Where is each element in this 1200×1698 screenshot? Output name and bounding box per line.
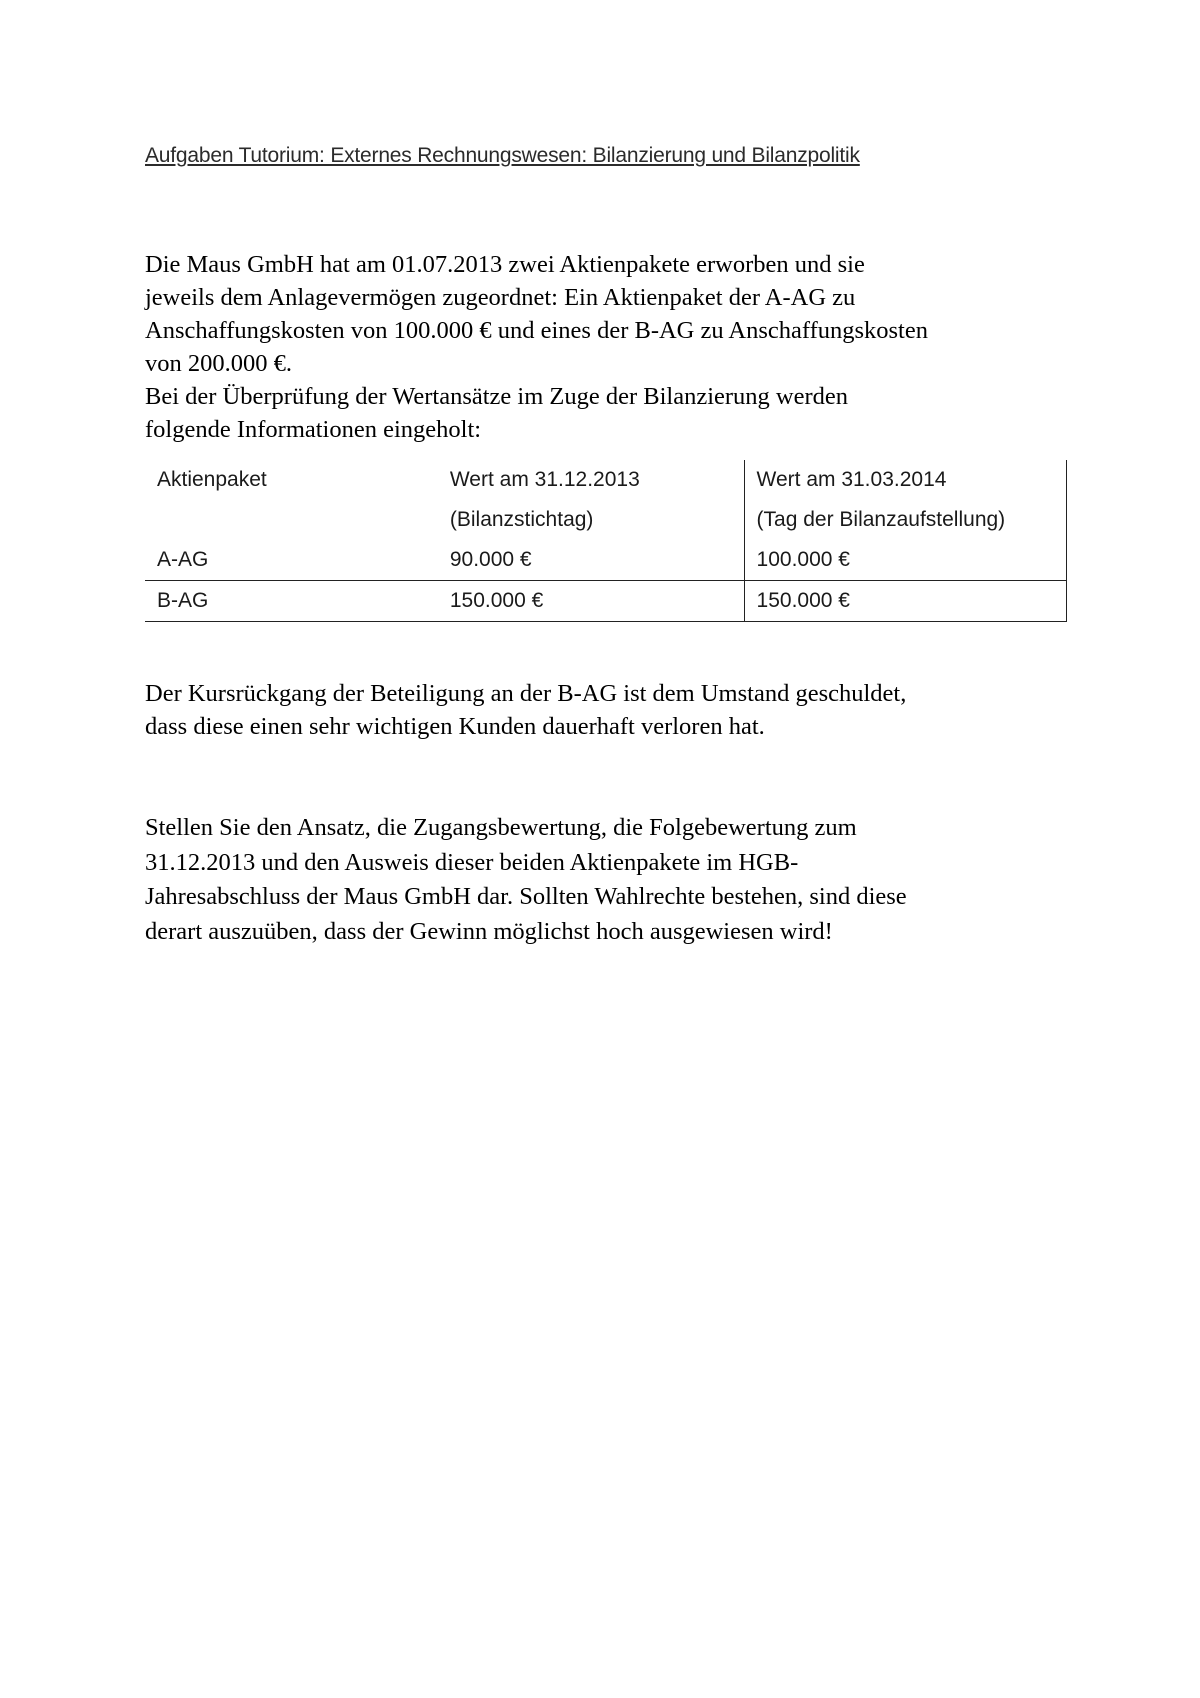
- subheader-bilanzaufstellung: (Tag der Bilanzaufstellung): [744, 500, 1066, 540]
- row-value-2014: 100.000 €: [744, 540, 1066, 581]
- row-name: B-AG: [145, 581, 438, 622]
- table-row: [145, 581, 1067, 622]
- row-name: A-AG: [157, 548, 209, 571]
- share-value-table: [145, 460, 1067, 622]
- header-value-2014: Wert am 31.03.2014: [744, 460, 1066, 500]
- intro-line: Anschaffungskosten von 100.000 € und eines der B-AG zu Anschaffungskosten: [145, 317, 928, 344]
- row-value-2013: 150.000 €: [438, 581, 744, 622]
- task-line: 31.12.2013 und den Ausweis dieser beiden Aktienpakete im HGB-: [145, 848, 799, 876]
- intro-line: jeweils dem Anlagevermögen zugeordnet: Ein Aktienpaket der A-AG zu: [145, 284, 856, 311]
- task-line: Stellen Sie den Ansatz, die Zugangsbewertung, die Folgebewertung zum: [145, 814, 857, 841]
- header-aktienpaket: Aktienpaket: [157, 468, 267, 491]
- intro-line: Bei der Überprüfung der Wertansätze im Zuge der Bilanzierung werden: [145, 383, 849, 410]
- note-line: Der Kursrückgang der Beteiligung an der B-AG ist dem Umstand geschuldet,: [145, 680, 907, 707]
- intro-paragraph: [145, 248, 1075, 446]
- subheader-bilanzstichtag: (Bilanzstichtag): [449, 508, 594, 531]
- intro-line: Die Maus GmbH hat am 01.07.2013 zwei Aktienpakete erworben und sie: [145, 251, 865, 278]
- task-line: Jahresabschluss der Maus GmbH dar. Sollten Wahlrechte bestehen, sind diese: [145, 883, 907, 910]
- task-line: derart auszuüben, dass der Gewinn möglichst hoch ausgewiesen wird!: [145, 917, 833, 945]
- task-paragraph: [145, 811, 1075, 949]
- note-paragraph: [145, 677, 1075, 743]
- row-value-2013: 90.000 €: [449, 548, 532, 571]
- row-value-2014: 150.000 €: [744, 581, 1066, 622]
- header-value-2013: Wert am 31.12.2013: [449, 468, 640, 491]
- document-heading: Aufgaben Tutorium: Externes Rechnungswesen: Bilanzierung und Bilanzpolitik: [145, 144, 860, 167]
- intro-line: folgende Informationen eingeholt:: [145, 416, 482, 443]
- table-row: [145, 540, 1067, 581]
- table-subheader-row: [145, 500, 1067, 540]
- subheader-empty: [145, 500, 438, 540]
- intro-line: von 200.000 €.: [145, 350, 292, 377]
- note-line: dass diese einen sehr wichtigen Kunden dauerhaft verloren hat.: [145, 713, 765, 740]
- table-header-row: [145, 460, 1067, 500]
